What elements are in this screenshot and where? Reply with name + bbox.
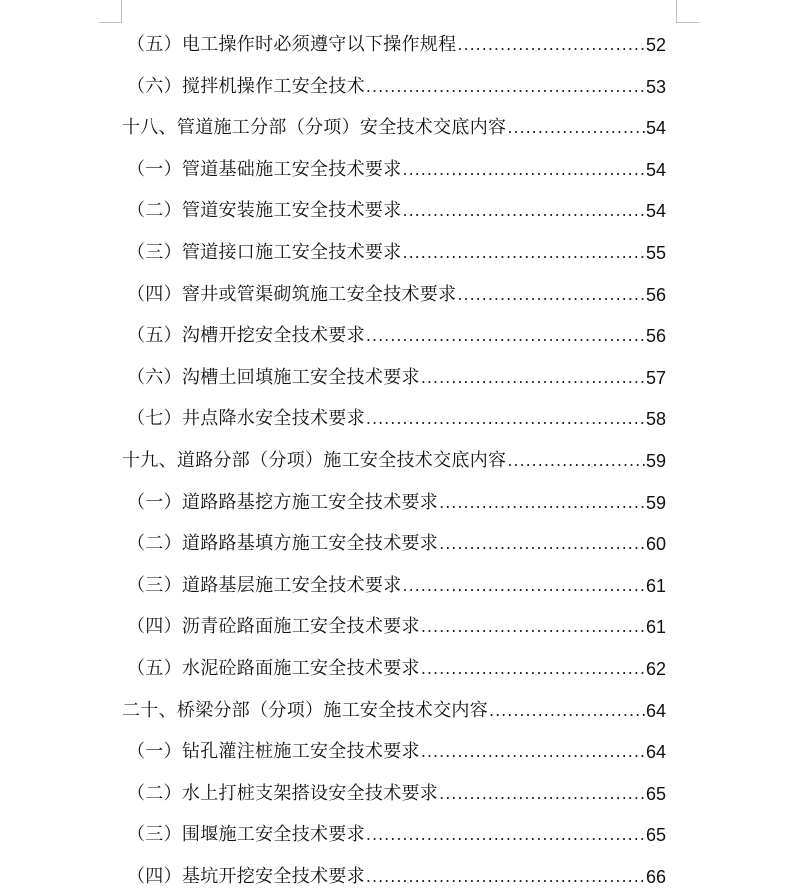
toc-entry-title: （一）道路路基挖方施工安全技术要求 bbox=[127, 492, 439, 513]
toc-entry[interactable] bbox=[122, 113, 666, 143]
toc-entry[interactable] bbox=[127, 280, 666, 310]
toc-leader-dots bbox=[366, 862, 645, 892]
toc-entry[interactable] bbox=[127, 238, 666, 268]
toc-leader-dots bbox=[439, 529, 645, 559]
toc-leader-dots bbox=[421, 737, 645, 767]
toc-entry[interactable] bbox=[127, 654, 666, 684]
toc-leader-dots bbox=[507, 113, 645, 143]
toc-leader-dots bbox=[421, 654, 645, 684]
toc-entry-title: 十九、道路分部（分项）施工安全技术交底内容 bbox=[122, 450, 507, 471]
toc-entry-page-number: 61 bbox=[645, 617, 666, 637]
toc-entry-page-number: 57 bbox=[645, 368, 666, 388]
toc-entry[interactable] bbox=[127, 155, 666, 185]
toc-leader-dots bbox=[366, 321, 645, 351]
toc-leader-dots bbox=[366, 404, 645, 434]
toc-entry[interactable] bbox=[127, 196, 666, 226]
toc-leader-dots bbox=[403, 238, 645, 268]
toc-entry-title: 二十、桥梁分部（分项）施工安全技术交内容 bbox=[122, 700, 488, 721]
toc-entry-page-number: 62 bbox=[645, 659, 666, 679]
toc-leader-dots bbox=[403, 155, 645, 185]
toc-leader-dots bbox=[366, 820, 645, 850]
toc-entry-page-number: 64 bbox=[645, 742, 666, 762]
toc-leader-dots bbox=[489, 696, 645, 726]
toc-entry-title: （三）管道接口施工安全技术要求 bbox=[127, 242, 402, 263]
toc-entry-title: （三）围堰施工安全技术要求 bbox=[127, 824, 365, 845]
toc-entry[interactable] bbox=[127, 737, 666, 767]
toc-entry-page-number: 55 bbox=[645, 243, 666, 263]
toc-entry-title: （五）水泥砼路面施工安全技术要求 bbox=[127, 658, 420, 679]
toc-entry[interactable] bbox=[127, 820, 666, 850]
toc-entry[interactable] bbox=[122, 446, 666, 476]
toc-entry-page-number: 54 bbox=[645, 201, 666, 221]
toc-entry[interactable] bbox=[127, 488, 666, 518]
toc-leader-dots bbox=[421, 363, 645, 393]
toc-entry[interactable] bbox=[127, 72, 666, 102]
toc-leader-dots bbox=[403, 196, 645, 226]
toc-entry-title: （四）基坑开挖安全技术要求 bbox=[127, 866, 365, 887]
toc-entry-page-number: 56 bbox=[645, 326, 666, 346]
toc-entry-page-number: 64 bbox=[645, 701, 666, 721]
crop-mark-left-vertical bbox=[121, 0, 122, 22]
crop-mark-right-horizontal bbox=[676, 22, 699, 23]
toc-entry-title: （五）电工操作时必须遵守以下操作规程 bbox=[127, 34, 457, 55]
crop-mark-left-horizontal bbox=[99, 22, 122, 23]
toc-entry-title: （一）管道基础施工安全技术要求 bbox=[127, 159, 402, 180]
toc-entry-title: （六）搅拌机操作工安全技术 bbox=[127, 76, 365, 97]
toc-entry-page-number: 56 bbox=[645, 285, 666, 305]
toc-entry-page-number: 52 bbox=[645, 35, 666, 55]
toc-entry[interactable] bbox=[127, 321, 666, 351]
toc-leader-dots bbox=[439, 488, 645, 518]
toc-entry-title: （二）道路路基填方施工安全技术要求 bbox=[127, 533, 439, 554]
toc-entry-page-number: 58 bbox=[645, 409, 666, 429]
toc-leader-dots bbox=[439, 779, 645, 809]
toc-entry[interactable] bbox=[127, 779, 666, 809]
toc-entry-title: （五）沟槽开挖安全技术要求 bbox=[127, 325, 365, 346]
toc-entry-page-number: 66 bbox=[645, 867, 666, 887]
toc-leader-dots bbox=[457, 30, 645, 60]
toc-entry-page-number: 60 bbox=[645, 534, 666, 554]
toc-leader-dots bbox=[507, 446, 645, 476]
toc-entry[interactable] bbox=[127, 529, 666, 559]
toc-entry[interactable] bbox=[127, 571, 666, 601]
toc-entry-title: （二）水上打桩支架搭设安全技术要求 bbox=[127, 783, 439, 804]
crop-mark-right-vertical bbox=[676, 0, 677, 22]
toc-leader-dots bbox=[457, 280, 645, 310]
toc-entry-title: （三）道路基层施工安全技术要求 bbox=[127, 575, 402, 596]
toc-entry[interactable] bbox=[122, 696, 666, 726]
toc-entry-title: （六）沟槽土回填施工安全技术要求 bbox=[127, 367, 420, 388]
toc-entry-page-number: 53 bbox=[645, 77, 666, 97]
toc-entry-title: （四）沥青砼路面施工安全技术要求 bbox=[127, 616, 420, 637]
toc-entry[interactable] bbox=[127, 612, 666, 642]
toc-entry-title: （七）井点降水安全技术要求 bbox=[127, 408, 365, 429]
toc-leader-dots bbox=[421, 612, 645, 642]
toc-leader-dots bbox=[403, 571, 645, 601]
toc-entry-page-number: 54 bbox=[645, 160, 666, 180]
toc-entry-title: （四）窨井或管渠砌筑施工安全技术要求 bbox=[127, 284, 457, 305]
toc-entry-page-number: 65 bbox=[645, 825, 666, 845]
toc-entry-page-number: 61 bbox=[645, 576, 666, 596]
toc-entry[interactable] bbox=[127, 363, 666, 393]
toc-entry-page-number: 59 bbox=[645, 451, 666, 471]
toc-entry-page-number: 54 bbox=[645, 118, 666, 138]
toc-leader-dots bbox=[366, 72, 645, 102]
toc-entry-title: 十八、管道施工分部（分项）安全技术交底内容 bbox=[122, 117, 507, 138]
toc-entry[interactable] bbox=[127, 404, 666, 434]
toc-entry-title: （二）管道安装施工安全技术要求 bbox=[127, 200, 402, 221]
toc-entry[interactable] bbox=[127, 862, 666, 892]
toc-entry-page-number: 65 bbox=[645, 784, 666, 804]
toc-entry-title: （一）钻孔灌注桩施工安全技术要求 bbox=[127, 741, 420, 762]
toc-entry-page-number: 59 bbox=[645, 493, 666, 513]
toc-entry[interactable] bbox=[127, 30, 666, 60]
